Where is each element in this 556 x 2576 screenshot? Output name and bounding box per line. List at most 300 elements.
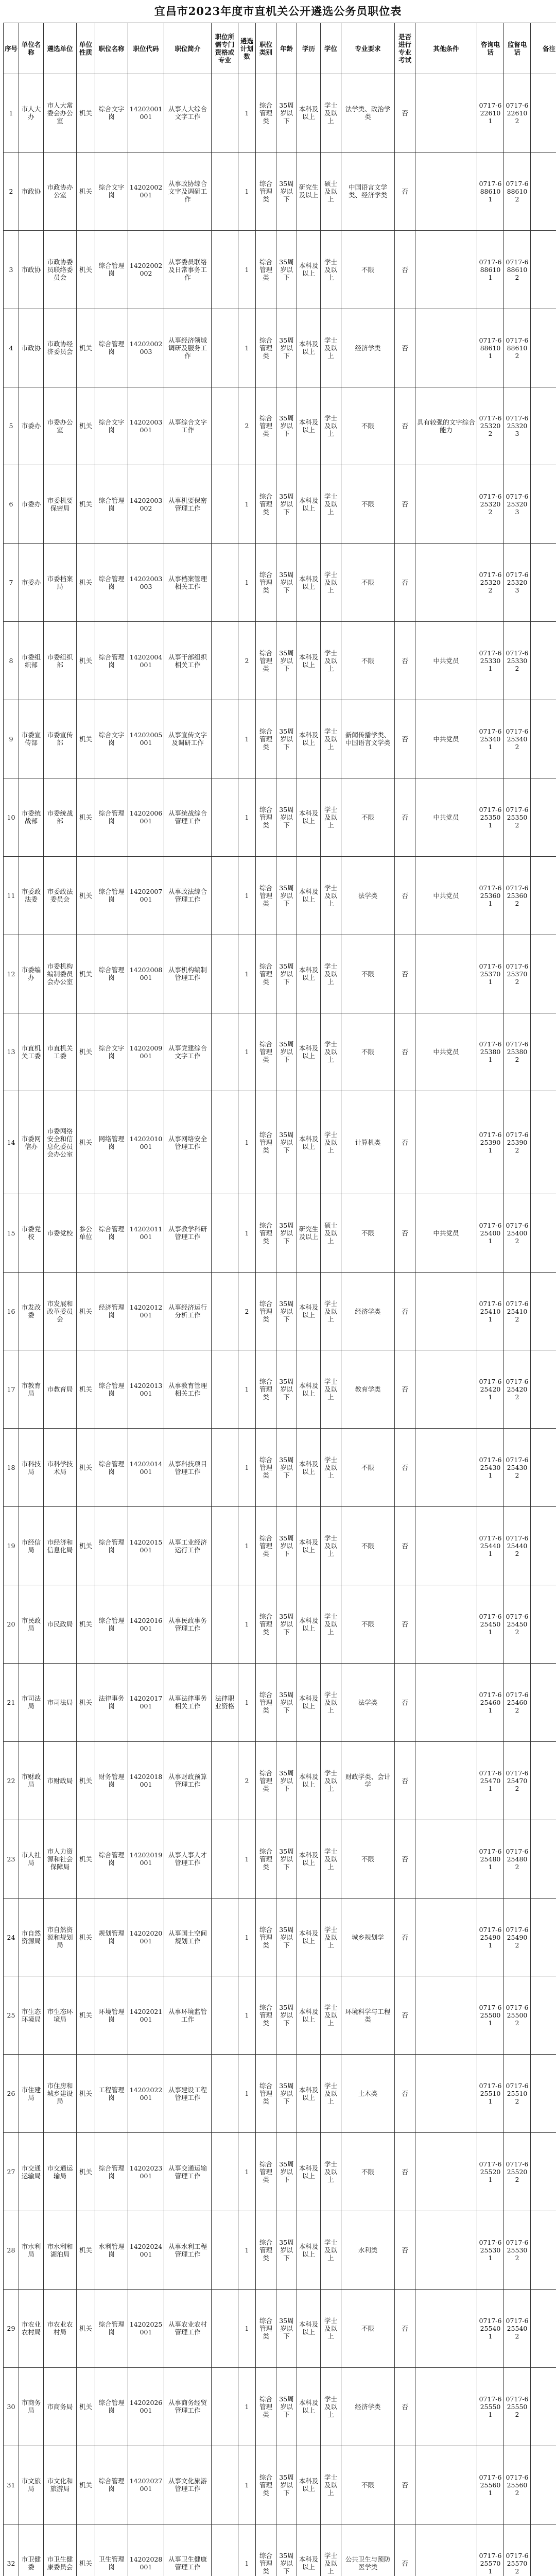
table-cell: 35周岁以下 bbox=[276, 152, 297, 230]
table-cell: 14202003002 bbox=[128, 465, 164, 544]
table-cell: 0717-6255202 bbox=[504, 2133, 531, 2211]
table-cell: 学士及以上 bbox=[321, 309, 341, 387]
table-cell bbox=[415, 1507, 477, 1585]
table-cell: 1 bbox=[238, 230, 256, 309]
table-cell: 9 bbox=[4, 700, 19, 778]
table-cell: 1 bbox=[238, 856, 256, 935]
table-cell: 35周岁以下 bbox=[276, 856, 297, 935]
table-cell: 综合管理岗 bbox=[95, 2289, 128, 2367]
table-cell: 学士及以上 bbox=[321, 1091, 341, 1194]
table-cell: 17 bbox=[4, 1350, 19, 1429]
table-cell: 综合文字岗 bbox=[95, 152, 128, 230]
table-cell bbox=[212, 2367, 238, 2446]
table-cell bbox=[531, 2446, 556, 2524]
column-header: 职位名称 bbox=[95, 23, 128, 74]
table-cell: 本科及以上 bbox=[297, 2211, 321, 2290]
table-cell: 4 bbox=[4, 309, 19, 387]
table-cell: 0717-6253202 bbox=[477, 544, 504, 622]
table-cell: 机关 bbox=[77, 2367, 95, 2446]
table-cell: 从事政协综合文字及调研工作 bbox=[164, 152, 212, 230]
table-cell: 0717-6255701 bbox=[477, 2524, 504, 2576]
table-cell: 本科及以上 bbox=[297, 2446, 321, 2524]
table-cell: 市委统战部 bbox=[44, 778, 77, 856]
table-cell: 研究生及以上 bbox=[297, 152, 321, 230]
table-cell: 法律事务岗 bbox=[95, 1663, 128, 1741]
table-cell bbox=[415, 1898, 477, 1976]
table-cell: 35周岁以下 bbox=[276, 2055, 297, 2133]
table-cell: 1 bbox=[238, 74, 256, 152]
table-cell: 市经济和信息化局 bbox=[44, 1507, 77, 1585]
table-cell: 卫生管理岗 bbox=[95, 2524, 128, 2576]
column-header: 职位类别 bbox=[256, 23, 276, 74]
table-cell: 市水利局 bbox=[19, 2211, 44, 2290]
table-cell: 综合管理岗 bbox=[95, 1585, 128, 1664]
table-cell: 14202005001 bbox=[128, 700, 164, 778]
table-cell: 1 bbox=[238, 700, 256, 778]
table-cell: 1 bbox=[238, 1898, 256, 1976]
table-cell: 1 bbox=[238, 2289, 256, 2367]
table-cell: 1 bbox=[238, 309, 256, 387]
table-cell: 从事档案管理相关工作 bbox=[164, 544, 212, 622]
table-cell: 学士及以上 bbox=[321, 2289, 341, 2367]
table-cell: 学士及以上 bbox=[321, 1820, 341, 1898]
table-cell: 否 bbox=[395, 2211, 415, 2290]
table-cell: 综合管理岗 bbox=[95, 465, 128, 544]
table-cell: 本科及以上 bbox=[297, 1585, 321, 1664]
table-cell: 学士及以上 bbox=[321, 1898, 341, 1976]
table-cell: 机关 bbox=[77, 1272, 95, 1350]
table-cell: 水利类 bbox=[341, 2211, 395, 2290]
table-cell: 水利管理岗 bbox=[95, 2211, 128, 2290]
table-cell: 市委档案局 bbox=[44, 544, 77, 622]
table-cell: 35周岁以下 bbox=[276, 465, 297, 544]
table-cell: 市人社局 bbox=[19, 1820, 44, 1898]
table-cell: 1 bbox=[238, 1013, 256, 1091]
table-cell: 0717-6886102 bbox=[504, 152, 531, 230]
table-cell bbox=[415, 2055, 477, 2133]
table-cell: 综合管理类 bbox=[256, 1585, 276, 1664]
table-cell: 不限 bbox=[341, 544, 395, 622]
table-row bbox=[4, 935, 556, 1013]
column-header: 学历 bbox=[297, 23, 321, 74]
table-cell: 1 bbox=[238, 1820, 256, 1898]
table-cell: 35周岁以下 bbox=[276, 935, 297, 1013]
table-cell: 28 bbox=[4, 2211, 19, 2290]
table-cell: 14202024001 bbox=[128, 2211, 164, 2290]
table-cell bbox=[531, 2133, 556, 2211]
table-cell: 综合管理类 bbox=[256, 1013, 276, 1091]
column-header: 专业要求 bbox=[341, 23, 395, 74]
table-cell: 1 bbox=[238, 1507, 256, 1585]
table-row bbox=[4, 2055, 556, 2133]
column-header: 咨询电话 bbox=[477, 23, 504, 74]
table-cell: 2 bbox=[238, 1272, 256, 1350]
table-cell bbox=[212, 387, 238, 465]
table-row bbox=[4, 1976, 556, 2055]
table-cell: 中共党员 bbox=[415, 856, 477, 935]
table-cell: 35周岁以下 bbox=[276, 2524, 297, 2576]
table-cell: 学士及以上 bbox=[321, 2446, 341, 2524]
table-row bbox=[4, 1663, 556, 1741]
table-cell: 综合管理类 bbox=[256, 1507, 276, 1585]
table-row bbox=[4, 1429, 556, 1507]
table-cell: 机关 bbox=[77, 152, 95, 230]
table-cell: 35周岁以下 bbox=[276, 2289, 297, 2367]
table-cell: 本科及以上 bbox=[297, 2289, 321, 2367]
table-cell: 否 bbox=[395, 1091, 415, 1194]
table-cell: 机关 bbox=[77, 1976, 95, 2055]
table-cell: 否 bbox=[395, 465, 415, 544]
table-cell: 硕士及以上 bbox=[321, 1194, 341, 1272]
table-cell: 市科学技术局 bbox=[44, 1429, 77, 1507]
table-cell: 14202003003 bbox=[128, 544, 164, 622]
table-cell: 14202021001 bbox=[128, 1976, 164, 2055]
table-cell: 学士及以上 bbox=[321, 856, 341, 935]
table-cell: 14202013001 bbox=[128, 1350, 164, 1429]
table-cell: 市人力资源和社会保障局 bbox=[44, 1820, 77, 1898]
table-cell: 综合管理类 bbox=[256, 622, 276, 700]
table-cell: 0717-6254802 bbox=[504, 1820, 531, 1898]
table-cell: 硕士及以上 bbox=[321, 152, 341, 230]
table-cell: 0717-6255101 bbox=[477, 2055, 504, 2133]
table-cell: 14202012001 bbox=[128, 1272, 164, 1350]
table-cell: 机关 bbox=[77, 856, 95, 935]
table-cell: 本科及以上 bbox=[297, 1741, 321, 1820]
table-cell bbox=[531, 152, 556, 230]
table-cell: 规划管理岗 bbox=[95, 1898, 128, 1976]
table-cell: 市住建局 bbox=[19, 2055, 44, 2133]
table-cell: 经济学类 bbox=[341, 2367, 395, 2446]
table-cell bbox=[531, 74, 556, 152]
table-cell: 市文旅局 bbox=[19, 2446, 44, 2524]
table-cell: 本科及以上 bbox=[297, 856, 321, 935]
table-cell: 1 bbox=[238, 1350, 256, 1429]
table-cell: 0717-6254901 bbox=[477, 1898, 504, 1976]
table-cell bbox=[415, 309, 477, 387]
table-cell: 财政学类、会计学 bbox=[341, 1741, 395, 1820]
table-cell: 0717-6886102 bbox=[504, 309, 531, 387]
table-cell: 学士及以上 bbox=[321, 2367, 341, 2446]
table-cell: 不限 bbox=[341, 1820, 395, 1898]
table-cell: 从事文化旅游管理工作 bbox=[164, 2446, 212, 2524]
table-cell: 0717-6253502 bbox=[504, 778, 531, 856]
table-cell: 0717-6253701 bbox=[477, 935, 504, 1013]
table-cell bbox=[531, 1013, 556, 1091]
table-cell bbox=[531, 856, 556, 935]
table-cell: 市卫生健康委员会 bbox=[44, 2524, 77, 2576]
table-cell: 市政协经济委员会 bbox=[44, 309, 77, 387]
table-cell: 本科及以上 bbox=[297, 2524, 321, 2576]
table-cell: 计算机类 bbox=[341, 1091, 395, 1194]
table-cell: 经济学类 bbox=[341, 1272, 395, 1350]
table-cell: 市教育局 bbox=[19, 1350, 44, 1429]
table-cell: 学士及以上 bbox=[321, 700, 341, 778]
table-cell: 新闻传播学类、中国语言文学类 bbox=[341, 700, 395, 778]
table-cell: 19 bbox=[4, 1507, 19, 1585]
table-cell: 14202006001 bbox=[128, 778, 164, 856]
table-cell: 否 bbox=[395, 2133, 415, 2211]
table-cell: 市卫健委 bbox=[19, 2524, 44, 2576]
table-cell: 市委机构编制委员会办公室 bbox=[44, 935, 77, 1013]
table-cell: 中共党员 bbox=[415, 700, 477, 778]
table-cell bbox=[212, 2133, 238, 2211]
table-cell: 不限 bbox=[341, 935, 395, 1013]
table-row bbox=[4, 2289, 556, 2367]
table-cell: 本科及以上 bbox=[297, 1507, 321, 1585]
table-cell: 14202018001 bbox=[128, 1741, 164, 1820]
table-cell: 14202025001 bbox=[128, 2289, 164, 2367]
table-cell bbox=[531, 2211, 556, 2290]
table-cell: 学士及以上 bbox=[321, 1507, 341, 1585]
table-cell: 不限 bbox=[341, 2446, 395, 2524]
table-cell: 0717-6254702 bbox=[504, 1741, 531, 1820]
table-cell: 综合管理类 bbox=[256, 1091, 276, 1194]
table-cell: 从事政法综合管理工作 bbox=[164, 856, 212, 935]
table-cell: 综合管理岗 bbox=[95, 1820, 128, 1898]
table-cell: 1 bbox=[238, 1976, 256, 2055]
table-cell: 0717-6253203 bbox=[504, 465, 531, 544]
table-cell: 35周岁以下 bbox=[276, 1272, 297, 1350]
table-cell: 市自然资源和规划局 bbox=[44, 1898, 77, 1976]
table-cell: 0717-6254801 bbox=[477, 1820, 504, 1898]
table-cell: 35周岁以下 bbox=[276, 622, 297, 700]
table-cell: 学士及以上 bbox=[321, 2133, 341, 2211]
table-cell: 从事机要保密管理工作 bbox=[164, 465, 212, 544]
table-cell bbox=[212, 1429, 238, 1507]
table-cell: 35周岁以下 bbox=[276, 74, 297, 152]
table-cell bbox=[531, 387, 556, 465]
table-cell: 0717-6254701 bbox=[477, 1741, 504, 1820]
table-cell: 23 bbox=[4, 1820, 19, 1898]
table-cell: 0717-6254201 bbox=[477, 1350, 504, 1429]
table-cell: 35周岁以下 bbox=[276, 2446, 297, 2524]
table-cell: 14202020001 bbox=[128, 1898, 164, 1976]
table-cell: 参公单位 bbox=[77, 1194, 95, 1272]
table-cell: 综合管理岗 bbox=[95, 2446, 128, 2524]
table-cell: 综合管理类 bbox=[256, 2289, 276, 2367]
table-cell bbox=[531, 1507, 556, 1585]
table-cell: 否 bbox=[395, 230, 415, 309]
table-cell: 否 bbox=[395, 856, 415, 935]
table-cell: 0717-6254902 bbox=[504, 1898, 531, 1976]
table-cell: 经济管理岗 bbox=[95, 1272, 128, 1350]
table-cell: 2 bbox=[238, 387, 256, 465]
column-header: 遴选单位 bbox=[44, 23, 77, 74]
table-row bbox=[4, 230, 556, 309]
table-cell: 2 bbox=[238, 622, 256, 700]
table-cell: 否 bbox=[395, 1663, 415, 1741]
table-cell: 市交通运输局 bbox=[44, 2133, 77, 2211]
table-cell bbox=[212, 1350, 238, 1429]
table-cell bbox=[212, 1507, 238, 1585]
table-cell: 14202023001 bbox=[128, 2133, 164, 2211]
table-cell: 市直机关工委 bbox=[19, 1013, 44, 1091]
table-cell bbox=[415, 2367, 477, 2446]
table-cell bbox=[415, 152, 477, 230]
table-cell: 学士及以上 bbox=[321, 544, 341, 622]
table-row bbox=[4, 1741, 556, 1820]
table-cell: 0717-6255102 bbox=[504, 2055, 531, 2133]
table-cell: 1 bbox=[238, 2446, 256, 2524]
table-cell: 本科及以上 bbox=[297, 230, 321, 309]
table-cell: 市委政法委 bbox=[19, 856, 44, 935]
table-cell: 0717-6253702 bbox=[504, 935, 531, 1013]
table-cell bbox=[531, 778, 556, 856]
table-cell: 本科及以上 bbox=[297, 2133, 321, 2211]
table-cell bbox=[531, 935, 556, 1013]
column-header: 监督电话 bbox=[504, 23, 531, 74]
table-cell bbox=[415, 1663, 477, 1741]
table-cell bbox=[531, 1194, 556, 1272]
table-cell bbox=[212, 1741, 238, 1820]
table-cell: 综合管理类 bbox=[256, 700, 276, 778]
table-cell: 具有较强的文字综合能力 bbox=[415, 387, 477, 465]
table-cell: 不限 bbox=[341, 1013, 395, 1091]
table-cell: 市委办 bbox=[19, 465, 44, 544]
column-header: 年龄 bbox=[276, 23, 297, 74]
table-cell: 2 bbox=[238, 1741, 256, 1820]
table-cell: 市经信局 bbox=[19, 1507, 44, 1585]
table-cell: 学士及以上 bbox=[321, 2055, 341, 2133]
table-cell: 25 bbox=[4, 1976, 19, 2055]
table-cell bbox=[415, 465, 477, 544]
table-cell: 0717-6255301 bbox=[477, 2211, 504, 2290]
table-cell: 综合管理类 bbox=[256, 544, 276, 622]
table-cell: 学士及以上 bbox=[321, 230, 341, 309]
column-header: 序号 bbox=[4, 23, 19, 74]
table-cell: 综合管理类 bbox=[256, 2524, 276, 2576]
table-cell: 市司法局 bbox=[19, 1663, 44, 1741]
table-cell: 否 bbox=[395, 1585, 415, 1664]
table-cell: 市教育局 bbox=[44, 1350, 77, 1429]
table-cell: 0717-6254601 bbox=[477, 1663, 504, 1741]
table-cell: 中共党员 bbox=[415, 622, 477, 700]
table-cell: 从事干部组织相关工作 bbox=[164, 622, 212, 700]
table-cell: 35周岁以下 bbox=[276, 1820, 297, 1898]
table-cell: 机关 bbox=[77, 778, 95, 856]
table-cell: 市人大常委会办公室 bbox=[44, 74, 77, 152]
table-cell: 1 bbox=[238, 935, 256, 1013]
table-cell: 市财政局 bbox=[19, 1741, 44, 1820]
table-cell: 市发展和改革委员会 bbox=[44, 1272, 77, 1350]
table-cell: 市农业农村局 bbox=[19, 2289, 44, 2367]
table-cell: 否 bbox=[395, 387, 415, 465]
table-cell: 中共党员 bbox=[415, 1194, 477, 1272]
table-cell: 14202019001 bbox=[128, 1820, 164, 1898]
table-cell bbox=[531, 2524, 556, 2576]
table-cell: 综合管理类 bbox=[256, 1898, 276, 1976]
table-cell: 机关 bbox=[77, 1350, 95, 1429]
table-row bbox=[4, 2446, 556, 2524]
table-cell: 14202004001 bbox=[128, 622, 164, 700]
table-cell: 从事经济运行分析工作 bbox=[164, 1272, 212, 1350]
table-cell bbox=[212, 2211, 238, 2290]
table-cell: 否 bbox=[395, 1194, 415, 1272]
table-cell: 工程管理岗 bbox=[95, 2055, 128, 2133]
table-cell: 机关 bbox=[77, 1091, 95, 1194]
table-cell: 综合管理类 bbox=[256, 1194, 276, 1272]
table-cell: 市民政局 bbox=[19, 1585, 44, 1664]
table-cell: 0717-6253601 bbox=[477, 856, 504, 935]
table-cell: 本科及以上 bbox=[297, 935, 321, 1013]
table-cell: 0717-6254302 bbox=[504, 1429, 531, 1507]
table-cell bbox=[531, 2367, 556, 2446]
table-cell: 从事农业农村管理工作 bbox=[164, 2289, 212, 2367]
table-cell bbox=[212, 1272, 238, 1350]
table-cell: 中共党员 bbox=[415, 778, 477, 856]
table-cell: 不限 bbox=[341, 465, 395, 544]
table-cell: 2 bbox=[4, 152, 19, 230]
table-cell: 机关 bbox=[77, 1585, 95, 1664]
table-cell: 0717-6255001 bbox=[477, 1976, 504, 2055]
table-cell: 0717-6886101 bbox=[477, 230, 504, 309]
table-cell: 0717-6253402 bbox=[504, 700, 531, 778]
table-cell: 综合管理类 bbox=[256, 2055, 276, 2133]
table-cell: 综合管理岗 bbox=[95, 309, 128, 387]
table-cell: 21 bbox=[4, 1663, 19, 1741]
table-cell: 综合管理岗 bbox=[95, 2133, 128, 2211]
table-cell: 16 bbox=[4, 1272, 19, 1350]
table-cell: 不限 bbox=[341, 1507, 395, 1585]
table-cell: 14202015001 bbox=[128, 1507, 164, 1585]
table-cell bbox=[531, 1091, 556, 1194]
table-cell: 14 bbox=[4, 1091, 19, 1194]
table-cell: 综合管理类 bbox=[256, 309, 276, 387]
table-cell: 从事卫生健康管理工作 bbox=[164, 2524, 212, 2576]
table-cell: 学士及以上 bbox=[321, 1663, 341, 1741]
table-cell bbox=[415, 1741, 477, 1820]
table-cell: 学士及以上 bbox=[321, 622, 341, 700]
table-cell: 35周岁以下 bbox=[276, 1663, 297, 1741]
table-cell: 机关 bbox=[77, 74, 95, 152]
table-cell: 综合文字岗 bbox=[95, 700, 128, 778]
table-cell: 从事党建综合文字工作 bbox=[164, 1013, 212, 1091]
table-cell: 0717-6253602 bbox=[504, 856, 531, 935]
table-cell: 15 bbox=[4, 1194, 19, 1272]
column-header: 是否进行专业考试 bbox=[395, 23, 415, 74]
table-cell bbox=[212, 2055, 238, 2133]
table-cell: 综合管理类 bbox=[256, 74, 276, 152]
table-cell bbox=[531, 1741, 556, 1820]
table-cell: 综合管理类 bbox=[256, 230, 276, 309]
table-cell: 市司法局 bbox=[44, 1663, 77, 1741]
column-header: 遴选计划数 bbox=[238, 23, 256, 74]
table-cell: 环境科学与工程类 bbox=[341, 1976, 395, 2055]
table-cell: 不限 bbox=[341, 1194, 395, 1272]
table-cell: 14202026001 bbox=[128, 2367, 164, 2446]
table-cell: 机关 bbox=[77, 1429, 95, 1507]
table-cell: 本科及以上 bbox=[297, 1091, 321, 1194]
table-cell: 机关 bbox=[77, 230, 95, 309]
table-cell: 从事教育管理相关工作 bbox=[164, 1350, 212, 1429]
table-cell: 综合管理岗 bbox=[95, 856, 128, 935]
table-cell: 从事财政预算管理工作 bbox=[164, 1741, 212, 1820]
table-cell: 0717-6255201 bbox=[477, 2133, 504, 2211]
table-cell: 中共党员 bbox=[415, 1013, 477, 1091]
table-cell: 1 bbox=[238, 1663, 256, 1741]
table-cell: 学士及以上 bbox=[321, 778, 341, 856]
table-cell: 财务管理岗 bbox=[95, 1741, 128, 1820]
table-cell: 市民政局 bbox=[44, 1585, 77, 1664]
table-cell: 30 bbox=[4, 2367, 19, 2446]
table-cell: 0717-6253203 bbox=[504, 544, 531, 622]
table-cell: 0717-6226102 bbox=[504, 74, 531, 152]
table-cell: 0717-6255702 bbox=[504, 2524, 531, 2576]
table-cell: 学士及以上 bbox=[321, 2524, 341, 2576]
table-cell bbox=[531, 309, 556, 387]
table-cell: 否 bbox=[395, 1350, 415, 1429]
table-cell: 市委编办 bbox=[19, 935, 44, 1013]
